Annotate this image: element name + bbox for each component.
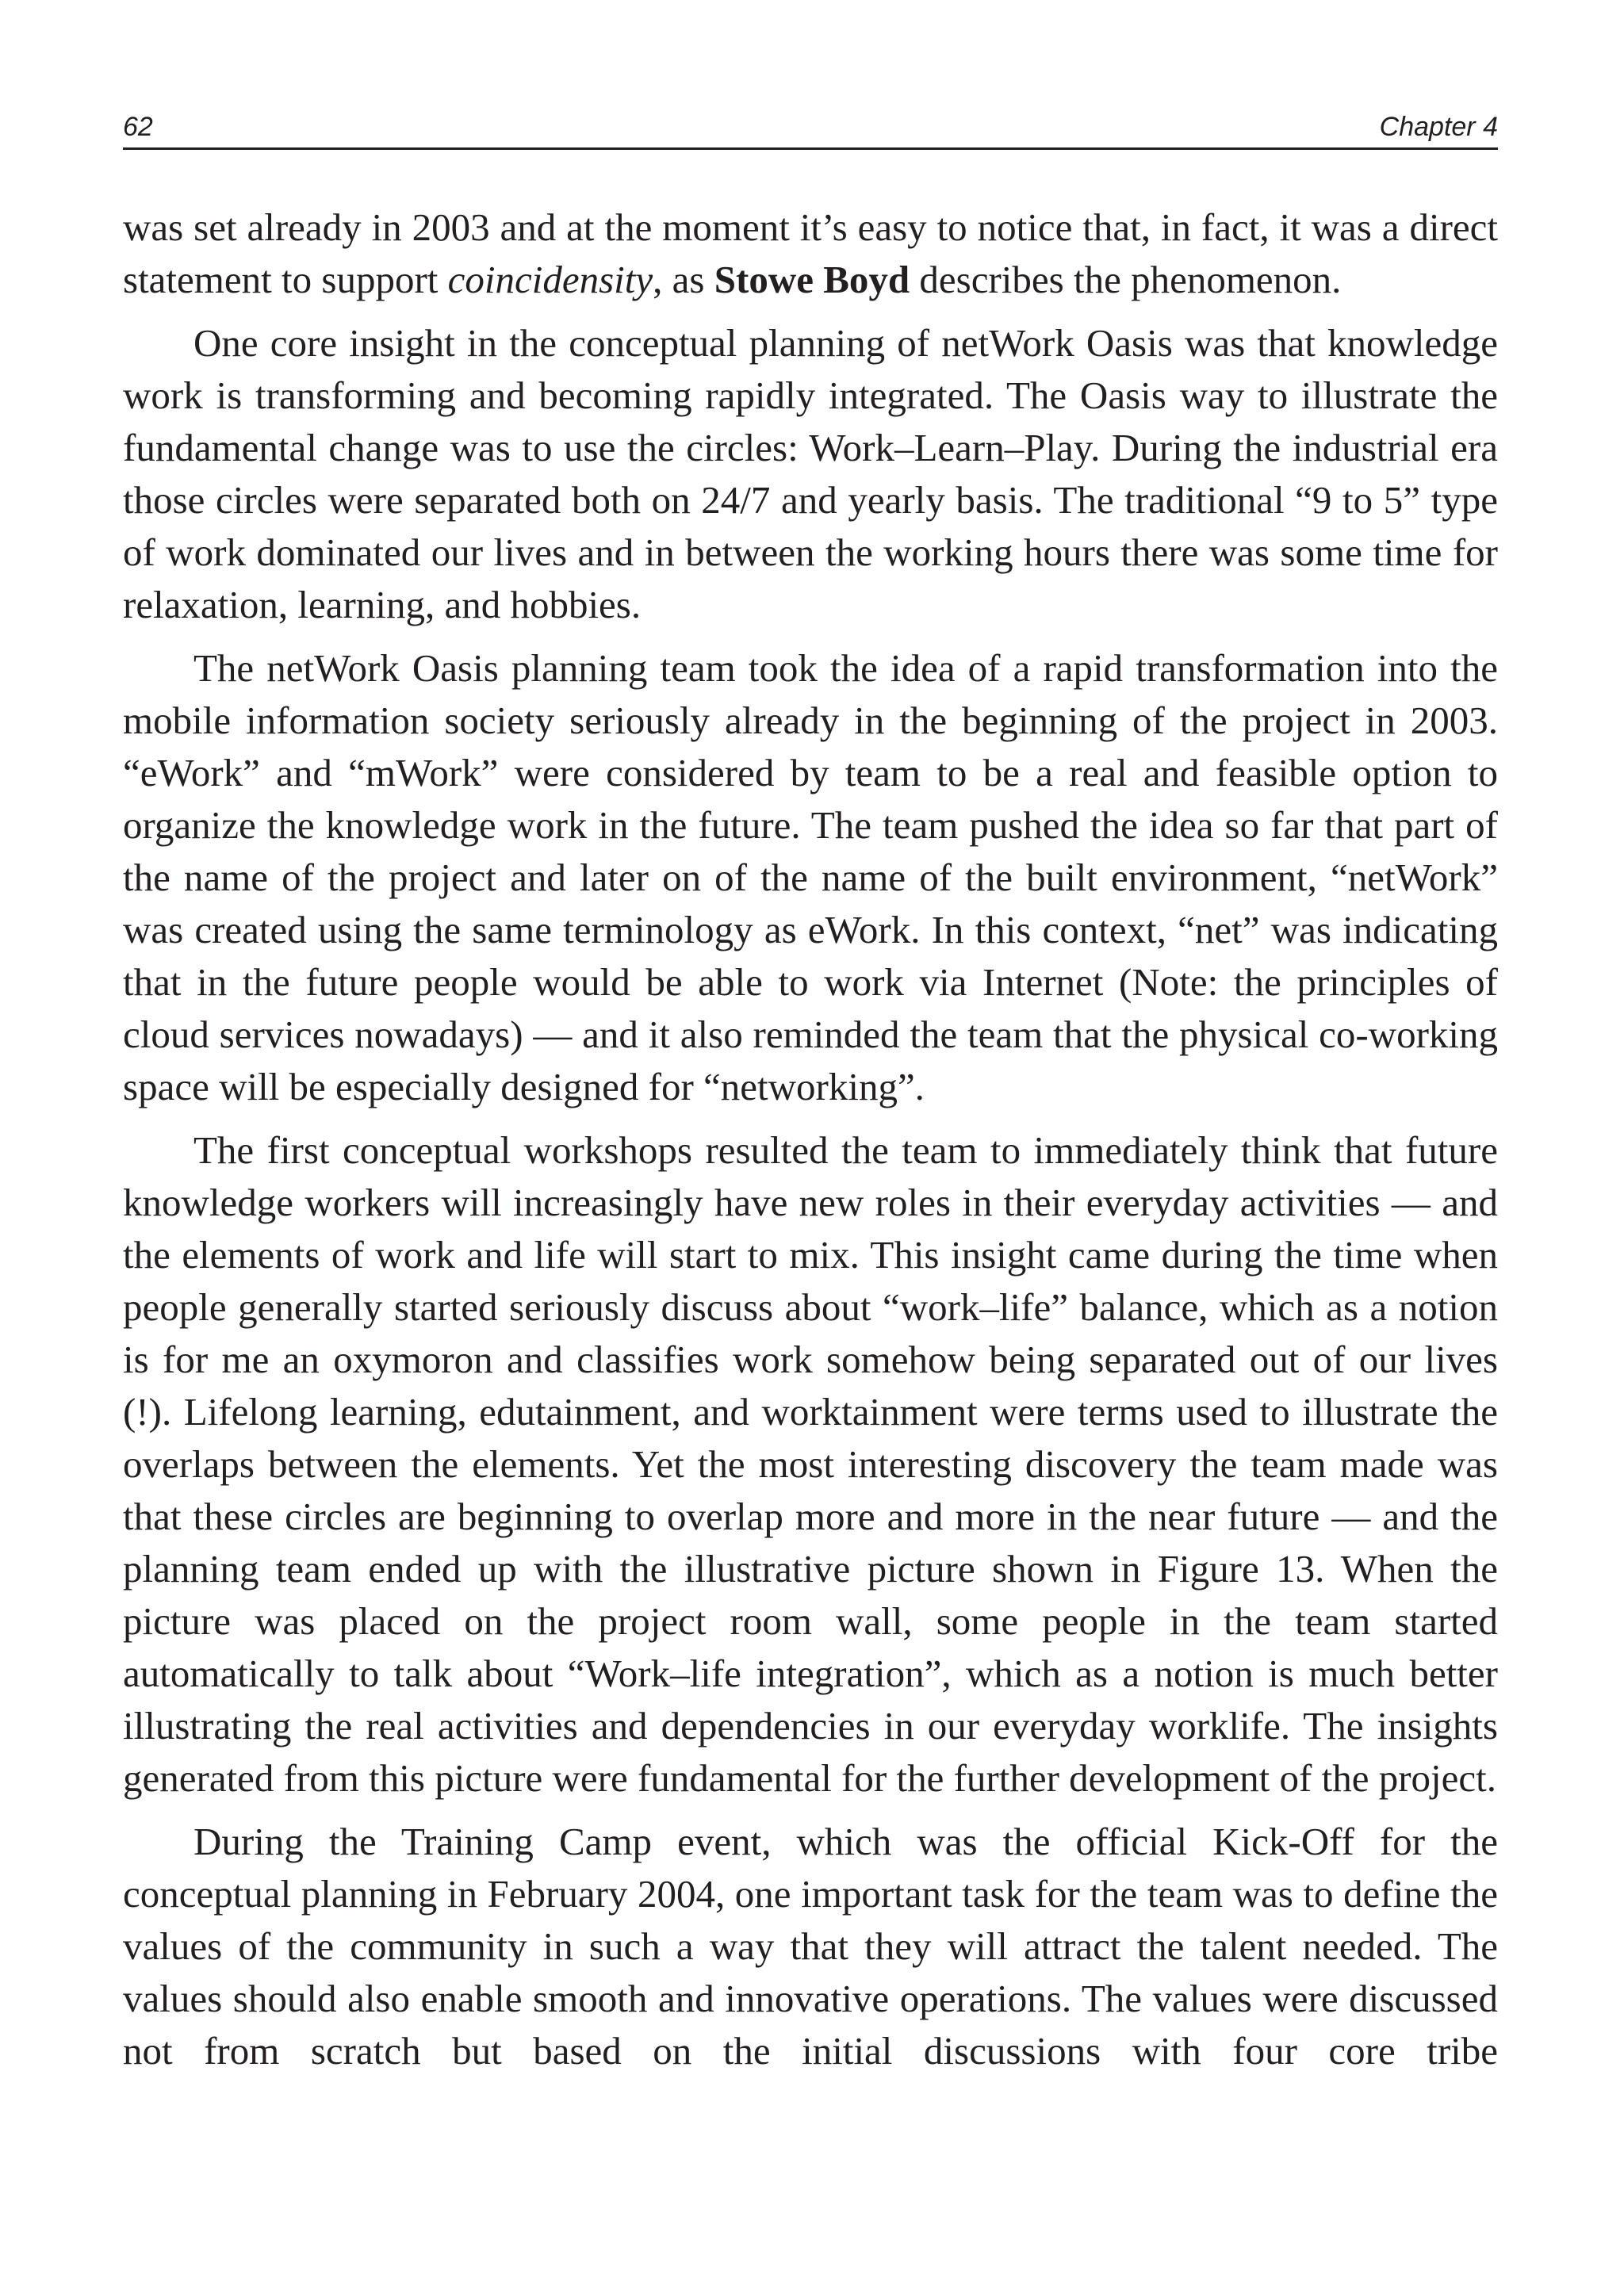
body-text: [123, 201, 1498, 2077]
italic-term-coincidensity: coincidensity: [447, 258, 653, 301]
page-header: [123, 106, 1498, 150]
paragraph-4: The first conceptual workshops resulted the team to immediately think that future knowledge workers will increasingly have new roles in their everyday activities — and the elements of work and life will start to mix. This insight came during the time when people generally started seriously discuss about “work–life” balance, which as a notion is for me an oxymoron and classifies work somehow being separated out of our lives (!). Lifelong learning, edutainment, and worktainment were terms used to illustrate the overlaps between the elements. Yet the most interesting discovery the team made was that these circles are beginning to overlap more and more in the near future — and the planning team ended up with the illustrative picture shown in Figure 13. When the picture was placed on the project room wall, some people in the team started automatically to talk about “Work–life integration”, which as a notion is much better illustrating the real activities and dependencies in our everyday worklife. The insights generated from this picture were fundamental for the further development of the project.: [123, 1128, 1498, 1800]
paragraph-1-text-after: describes the phenomenon.: [910, 258, 1342, 301]
page-number: 62: [123, 112, 153, 142]
paragraph-5: During the Training Camp event, which was the official Kick-Off for the conceptual planning in February 2004, one important task for the team was to define the values of the community in such a way that they will attract the talent needed. The values should also enable smooth and innovative operations. The values were discussed not from scratch but based on the initial discussions with four core tribe: [123, 1820, 1498, 2073]
paragraph-3: The netWork Oasis planning team took the idea of a rapid transformation into the mobile information society seriously already in the beginning of the project in 2003. “eWork” and “mWork” were considered by team to be a real and feasible option to organize the knowledge work in the future. The team pushed the idea so far that part of the name of the project and later on of the name of the built environment, “netWork” was created using the same terminology as eWork. In this context, “net” was indicating that in the future people would be able to work via Internet (Note: the principles of cloud services nowadays) — and it also reminded the team that the physical co-working space will be especially designed for “networking”.: [123, 646, 1498, 1108]
bold-name-stowe-boyd: Stowe Boyd: [714, 258, 910, 301]
paragraph-1-text-before: was set already in 2003 and at the moment it’s easy to notice that, in fact, it was a direct statement to support: [123, 205, 1498, 301]
paragraph-1: [123, 201, 1498, 306]
paragraph-1-text-middle: , as: [653, 258, 714, 301]
running-head: Chapter 4: [1379, 112, 1498, 142]
paragraph-2: One core insight in the conceptual planning of netWork Oasis was that knowledge work is transforming and becoming rapidly integrated. The Oasis way to illustrate the fundamental change was to use the circles: Work–Learn–Play. During the industrial era those circles were separated both on 24/7 and yearly basis. The traditional “9 to 5” type of work dominated our lives and in between the working hours there was some time for relaxation, learning, and hobbies.: [123, 321, 1498, 626]
